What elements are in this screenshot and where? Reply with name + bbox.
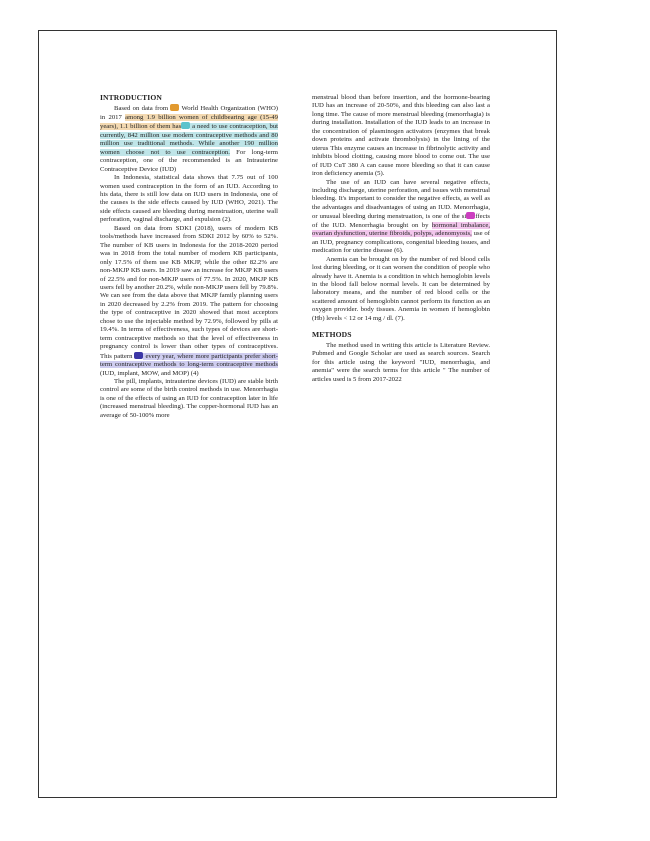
methods-paragraph: The method used in writing this article is Literature Review. Pubmed and Google Scholar are used as search sources. Search for this article using the keyword "IUD, menorrhagia, and anemia" were the search terms for this article " The number of articles used is 5 from 2017-2022 bbox=[312, 341, 490, 383]
highlight-blue: a need to use contraception, but currently, 842 million use modern contraceptive methods and 80 million use traditional methods. While another 190 million women choose not to use contraception. bbox=[100, 123, 278, 156]
text-run: Based on data from bbox=[114, 105, 171, 113]
methods-heading: METHODS bbox=[312, 330, 352, 340]
body-paragraph-2 bbox=[312, 179, 490, 256]
intro-paragraph-4: The pill, implants, intrauterine devices (IUD) are stable birth control are some of the birth control methods in use. Menorrhagia is one of the effects of using an IUD for contraception later in life (increased menstrual bleeding). The copper-hormonal IUD has an average of 50-100% more bbox=[100, 377, 278, 419]
left-column bbox=[100, 94, 278, 420]
intro-paragraph-3 bbox=[100, 225, 278, 378]
text-run: The use of an IUD can have several negative effects, including discharge, uterine perforation, and issues with menstrual bleeding. It's important to consider the negative effects, as well as the advantages and disadvantages of using an IUD. Menorrhagia, or unusual bleeding during menstruation, is one of the si bbox=[312, 178, 490, 221]
text-run: For long-term contraception, one of the recommended is an Intrauterine Contraceptive Device (IUD) bbox=[100, 148, 278, 173]
text-run: Based on data from SDKI (2018), users of modern KB tools/methods have increased from SDKI 2012 by 60% to 52%. The number of KB users in Indonesia for the 2018-2020 period was in 2018 from the total number of modern KB participants, only 17.5% of them use KB MKJP, while the other 82.2% are non-MKJP KB users. In 2019 saw an increase for MKJP KB users of 22.5% and for non-MKJP users of 77.5%. In 2020, MKJP KB users fell by another 20.2%, while non-MKJP users fell by 79.8%. We can see from the data above that MKJP family planning users in 2020 decreased by 2.2% from 2019. The pattern for choosing the type of contraceptive in 2020 showed that most acceptors chose to use the injectable method by 72.9%, followed by pills at 19.4%. In terms of effectiveness, such types of devices are short-term contraceptive methods so that the level of effectiveness in pregnancy control is lower than other types of contraceptives. This pattern bbox=[100, 224, 278, 360]
highlight-pink: hormonal imbalance, ovarian dysfunction, uterine fibroids, polyps, adenomyosis, bbox=[312, 221, 491, 238]
highlight-orange: among 1.9 billion women of childbearing age (15-49 years), 1.1 billion of them has bbox=[100, 113, 278, 131]
text-run: ffects of the IUD. Menorrhagia brought on by bbox=[312, 213, 490, 229]
body-paragraph-1: menstrual blood than before insertion, and the hormone-bearing IUD has an increase of 20-50%, and this bleeding can also last a long time. The cause of more menstrual bleeding (menorrhagia) is during installation. Installation of the IUD leads to an increase in the concentration of plasminogen activators (enzymes that break down proteins and activate thrombolysis) in the lining of the uterus This enzyme causes an increase in fibrinolytic activity and inhibits blood clotting, causing more blood to come out. The use of IUD CuT 380 A can cause more bleeding so that it can cause iron deficiency anemia (5). bbox=[312, 94, 490, 178]
right-column bbox=[312, 94, 490, 384]
highlight-lavender: every year, where more participants prefer short-term contraceptive methods to long-term contraceptive methods bbox=[100, 352, 278, 369]
annotation-marker-magenta[interactable] bbox=[466, 212, 475, 219]
annotation-marker-blue[interactable] bbox=[181, 122, 190, 129]
body-paragraph-3: Anemia can be brought on by the number of red blood cells lost during bleeding, or it can worsen the condition of people who already have it. Anemia is a condition in which hemoglobin levels in the blood fall below normal levels. It can be determined by laboratory means, and the number of red blood cells or the scattered amount of hemoglobin cannot perform its function as an oxygen provider. body tissues. Anemia in women if hemoglobin (Hb) levels < 12 or 14 mg / dl. (7). bbox=[312, 255, 490, 322]
intro-paragraph-1 bbox=[100, 104, 278, 174]
text-run: use of an IUD, pregnancy complications, congenital bleeding issues, and medication for uterine disease (6). bbox=[312, 230, 490, 255]
intro-paragraph-2: In Indonesia, statistical data shows that 7.75 out of 100 women used contraception in the form of an IUD. According to his data, there is still low data on IUD users in Indonesia, one of the causes is the side effects caused by IUD (WHO, 2021). The side effects caused are bleeding during menstruation, uterine wall perforation, vaginal discharge, and expulsion (2). bbox=[100, 174, 278, 224]
annotation-marker-orange[interactable] bbox=[170, 104, 179, 111]
introduction-heading: INTRODUCTION bbox=[100, 93, 162, 102]
text-run: World Health Organization (WHO) in 2017 bbox=[100, 105, 279, 121]
text-run: (IUD, implant, MOW, and MOP) (4) bbox=[100, 369, 199, 377]
